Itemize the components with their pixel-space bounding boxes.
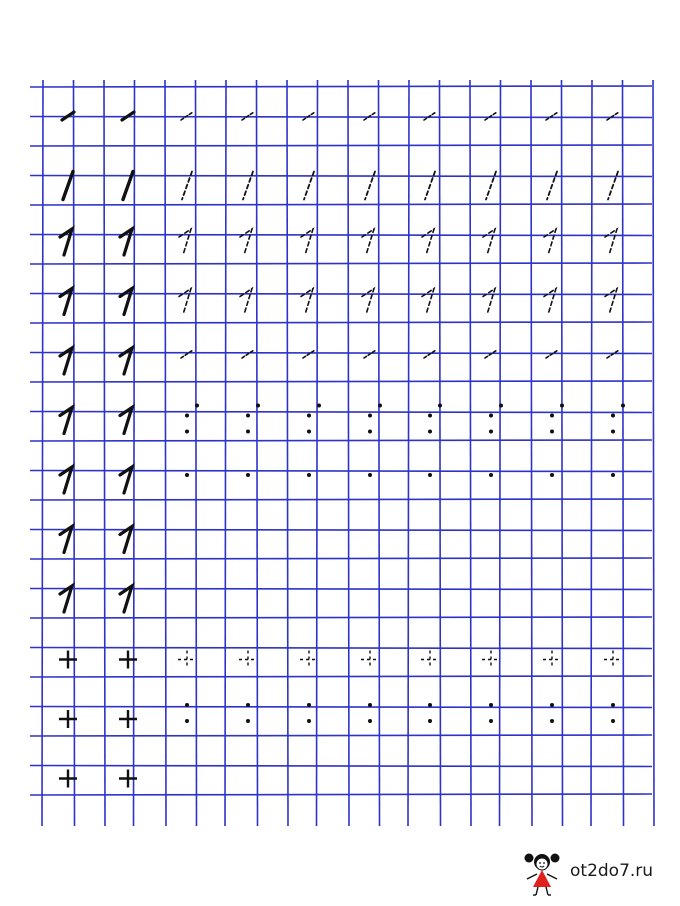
guide-dot [246,719,250,723]
guide-dot [428,414,432,418]
grid-hline [30,589,652,590]
guide-dot [550,430,554,434]
guide-dot [307,430,311,434]
grid-vline [408,80,409,826]
guide-dot [560,404,564,408]
dashed-flag-glyph [303,350,315,358]
dashed-one-glyph [483,229,495,255]
guide-dot [428,703,432,707]
grid-vline [591,80,592,826]
guide-dot [428,473,432,477]
grid-hline [30,381,652,382]
one-glyph [120,586,132,612]
dashed-one-glyph [362,229,374,255]
guide-dot [317,404,321,408]
dashed-flag-glyph [546,112,558,120]
grid-vline [470,80,471,826]
dashed-flag-glyph [364,112,376,120]
guide-dot [611,703,615,707]
dashed-flag-glyph [607,112,619,120]
guide-dot [489,473,493,477]
guide-dot [550,719,554,723]
practice-row-3 [60,229,617,255]
dashed-plus-glyph [239,651,257,669]
guide-dot [428,430,432,434]
guide-dot [185,719,189,723]
guide-dot [368,430,372,434]
grid-vline [623,80,624,826]
grid-vline [225,80,226,826]
guide-dot [489,414,493,418]
dashed-flag-glyph [485,112,497,120]
grid-vline [379,80,380,826]
site-brand [520,850,680,900]
grid-vline [562,80,563,826]
grid-vline [104,80,105,826]
grid-hline [30,499,652,500]
guide-dot [185,414,189,418]
grid-vline [287,80,288,826]
grid-lines [30,80,654,826]
dashed-flag-glyph [364,350,376,358]
grid-hline [30,322,652,323]
practice-row-10 [59,651,622,669]
practice-row-6 [60,404,625,434]
guide-dot [611,430,615,434]
dashed-flag-glyph [424,350,436,358]
guide-dot [185,473,189,477]
guide-dot [368,414,372,418]
guide-dot [246,430,250,434]
grid-hline [30,676,652,677]
dashed-flag-glyph [424,112,436,120]
guide-dot [428,719,432,723]
guide-dot [185,430,189,434]
grid-vline [42,80,43,826]
dashed-plus-glyph [178,651,196,669]
grid-hline [30,707,652,708]
guide-dot [550,703,554,707]
dashed-plus-glyph [543,651,561,669]
dashed-one-glyph [362,289,374,315]
grid-hline [30,440,652,441]
one-glyph [60,289,72,315]
grid-vline [500,80,501,826]
dashed-flag-glyph [303,112,315,120]
grid-vline [531,80,532,826]
dashed-plus-glyph [421,651,439,669]
guide-dot [246,414,250,418]
guide-dot [611,473,615,477]
dashed-one-glyph [422,229,434,255]
dashed-one-glyph [544,289,556,315]
grid-hline [30,735,652,736]
guide-dot [368,703,372,707]
grid-hline [30,648,652,649]
grid-hline [30,145,652,146]
dashed-one-glyph [240,229,252,255]
girl-icon [520,850,564,898]
guide-dot [550,414,554,418]
practice-row-4 [60,289,617,315]
guide-dot [307,703,311,707]
grid-hline [30,176,652,177]
grid-hline [30,86,652,87]
guide-dot [550,473,554,477]
practice-row-12 [59,770,137,788]
guide-dot [307,473,311,477]
guide-dot [489,719,493,723]
guide-dot [307,719,311,723]
grid-hline [30,617,652,618]
grid-hline [30,558,652,559]
guide-dot [185,703,189,707]
guide-dot [489,703,493,707]
guide-dot [611,414,615,418]
dashed-plus-glyph [604,651,622,669]
practice-glyphs [59,112,625,788]
dashed-one-glyph [240,289,252,315]
dashed-one-glyph [422,289,434,315]
grid-hline [30,530,652,531]
dashed-one-glyph [605,229,617,255]
guide-dot [368,473,372,477]
guide-dot [611,719,615,723]
guide-dot [489,430,493,434]
dashed-one-glyph [605,289,617,315]
dashed-plus-glyph [300,651,318,669]
grid-vline [653,80,654,826]
grid-vline [196,80,197,826]
grid-hline [30,263,652,264]
dashed-one-glyph [179,289,191,315]
grid-vline [134,80,135,826]
guide-dot [621,404,625,408]
guide-dot [368,719,372,723]
guide-dot [499,404,503,408]
guide-dot [246,473,250,477]
grid-vline [440,80,441,826]
dashed-flag-glyph [242,350,254,358]
guide-dot [438,404,442,408]
dashed-one-glyph [301,229,313,255]
guide-dot [195,404,199,408]
dashed-one-glyph [179,229,191,255]
dashed-one-glyph [483,289,495,315]
one-glyph [120,229,132,255]
one-glyph [60,527,72,553]
guide-dot [256,404,260,408]
dashed-plus-glyph [482,651,500,669]
dashed-flag-glyph [242,112,254,120]
grid-hline [30,204,652,205]
dashed-one-glyph [544,229,556,255]
grid-vline [348,80,349,826]
one-glyph [120,289,132,315]
guide-dot [378,404,382,408]
guide-dot [246,703,250,707]
dashed-flag-glyph [181,350,193,358]
practice-row-9 [60,586,132,612]
grid-vline [257,80,258,826]
one-glyph [60,229,72,255]
one-glyph [60,586,72,612]
guide-dot [307,414,311,418]
grid-vline [74,80,75,826]
dashed-one-glyph [301,289,313,315]
dashed-plus-glyph [361,651,379,669]
grid-hline [30,794,652,795]
site-url: ot2do7.ru [570,861,654,881]
grid-vline [317,80,318,826]
grid-hline [30,766,652,767]
grid-vline [165,80,166,826]
